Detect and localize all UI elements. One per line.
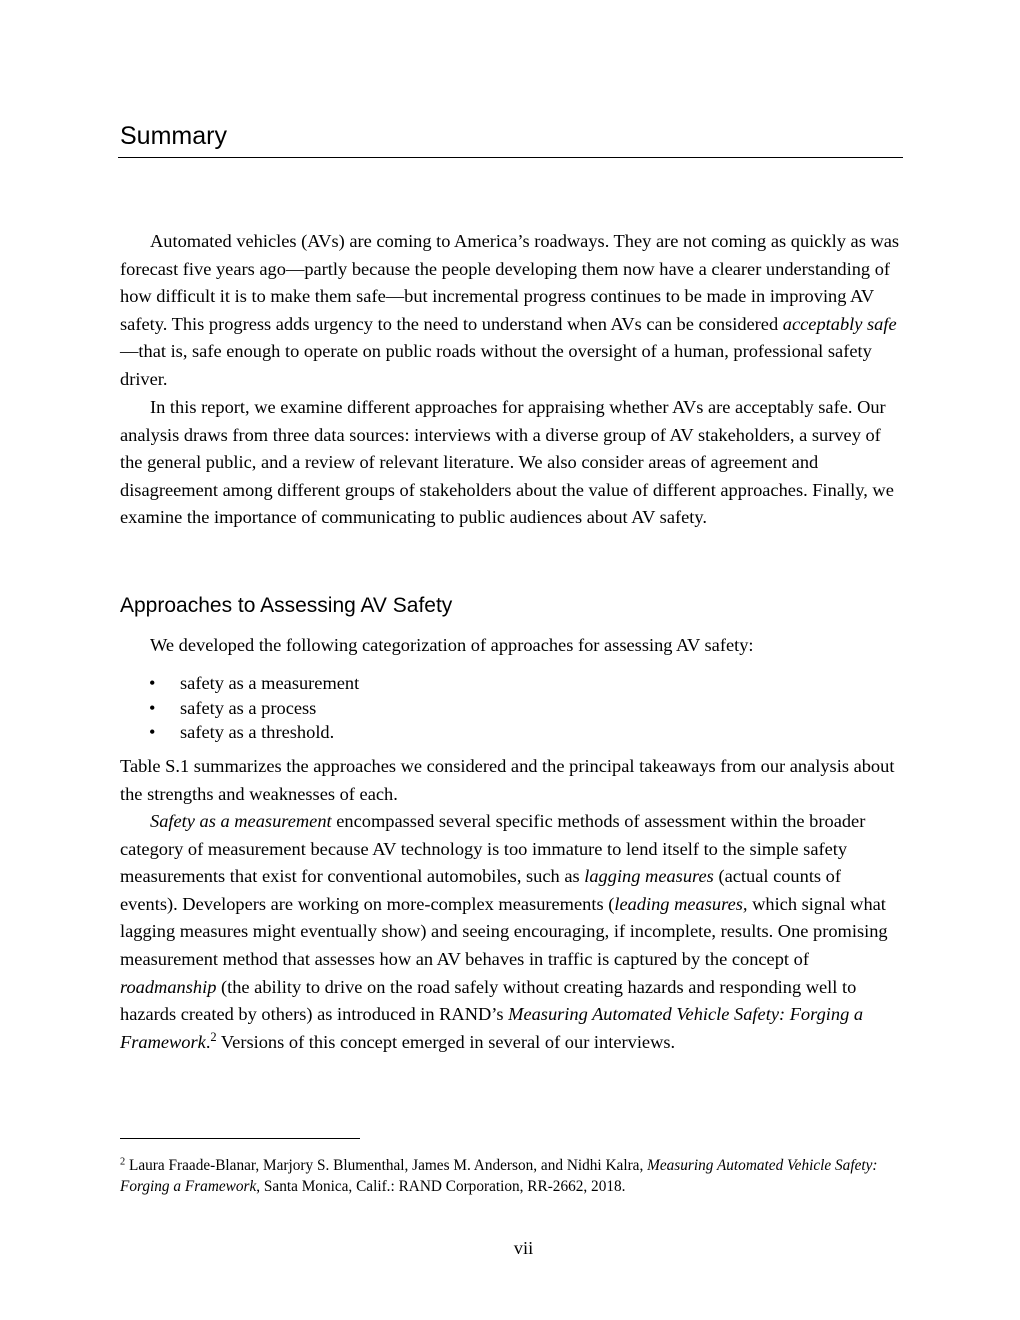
section-heading: Approaches to Assessing AV Safety <box>120 594 453 617</box>
footnote-citation-title: Measuring Automated Vehicle Safety: Forging a Framework <box>120 1157 878 1195</box>
paragraph-text: (actual counts of events). Developers are working on more-complex measurements ( <box>120 866 841 914</box>
footnote <box>120 1155 910 1197</box>
paragraph-safety-measurement <box>120 808 903 1056</box>
paragraph-categorization-intro: We developed the following categorization of approaches for assessing AV safety: <box>150 635 754 655</box>
emphasis-term: Safety as a measurement <box>150 811 332 831</box>
title-rule <box>118 157 903 158</box>
emphasis-term: roadmanship <box>120 976 217 997</box>
list-item-text: safety as a threshold. <box>180 722 335 742</box>
footnote-marker: 2 <box>120 1156 126 1168</box>
footnote-text: Laura Fraade-Blanar, Marjory S. Blumenthal, James M. Anderson, and Nidhi Kalra, <box>125 1157 648 1174</box>
bullet-icon: • <box>149 722 156 742</box>
paragraph-text: encompassed several specific methods of assessment within the broader category of measurement because AV technology is too immature to lend itself to the simple safety measurements that exist for conventional automobiles, such as <box>120 811 866 887</box>
footnote-text: , Santa Monica, Calif.: RAND Corporation, RR-2662, 2018. <box>256 1178 626 1195</box>
paragraph-text: Versions of this concept emerged in several of our interviews. <box>216 1031 676 1052</box>
paragraph-text: (the ability to drive on the road safely without creating hazards and responding well to hazards created by others) as introduced in RAND’s <box>120 976 857 1025</box>
page-number: vii <box>513 1238 534 1258</box>
list-item <box>120 671 903 696</box>
paragraph-text: . <box>205 1031 211 1052</box>
citation-title: Measuring Automated Vehicle Safety: Forging a Framework <box>120 1004 864 1052</box>
paragraph-text: which signal what lagging measures might eventually show) and seeing encouraging, if incomplete, results. One promising measurement method that assesses how an AV behaves in traffic is captured by the concept of <box>120 893 888 969</box>
paragraph-intro <box>120 228 903 394</box>
approaches-list <box>120 671 903 745</box>
list-item-text: safety as a process <box>180 697 317 718</box>
chapter-title: Summary <box>120 122 227 150</box>
paragraph-text: Automated vehicles (AVs) are coming to America’s roadways. They are not coming as quickly as was forecast five years ago—partly because the people developing them now have a clearer understanding of how difficult it is to make them safe—but incremental progress continues to be made in improving AV safety. This progress adds urgency to the need to understand when AVs can be considered <box>120 231 900 334</box>
bullet-icon: • <box>149 673 156 693</box>
emphasis-acceptably-safe: acceptably safe <box>782 313 897 334</box>
list-item-text: safety as a measurement <box>180 673 360 693</box>
bullet-icon: • <box>149 697 156 718</box>
emphasis-term: leading measures, <box>614 893 748 914</box>
paragraph-report-overview: In this report, we examine different approaches for appraising whether AVs are acceptably safe. Our analysis draws from three data sources: interviews with a diverse group of AV stakeholders, a survey of the general public, and a review of relevant literature. We also consider areas of agreement and disagreement among different groups of stakeholders about the value of different approaches. Finally, we examine the importance of communicating to public audiences about AV safety. <box>120 397 894 528</box>
emphasis-term: lagging measures <box>584 866 714 887</box>
list-item <box>120 720 903 745</box>
paragraph-table-summary: Table S.1 summarizes the approaches we considered and the principal takeaways from our analysis about the strengths and weaknesses of each. <box>120 756 895 804</box>
footnote-rule <box>120 1138 360 1139</box>
document-page <box>120 0 903 1320</box>
paragraph-text: —that is, safe enough to operate on public roads without the oversight of a human, professional safety driver. <box>120 341 872 389</box>
list-item <box>120 696 903 721</box>
footnote-reference[interactable]: 2 <box>210 1029 217 1044</box>
